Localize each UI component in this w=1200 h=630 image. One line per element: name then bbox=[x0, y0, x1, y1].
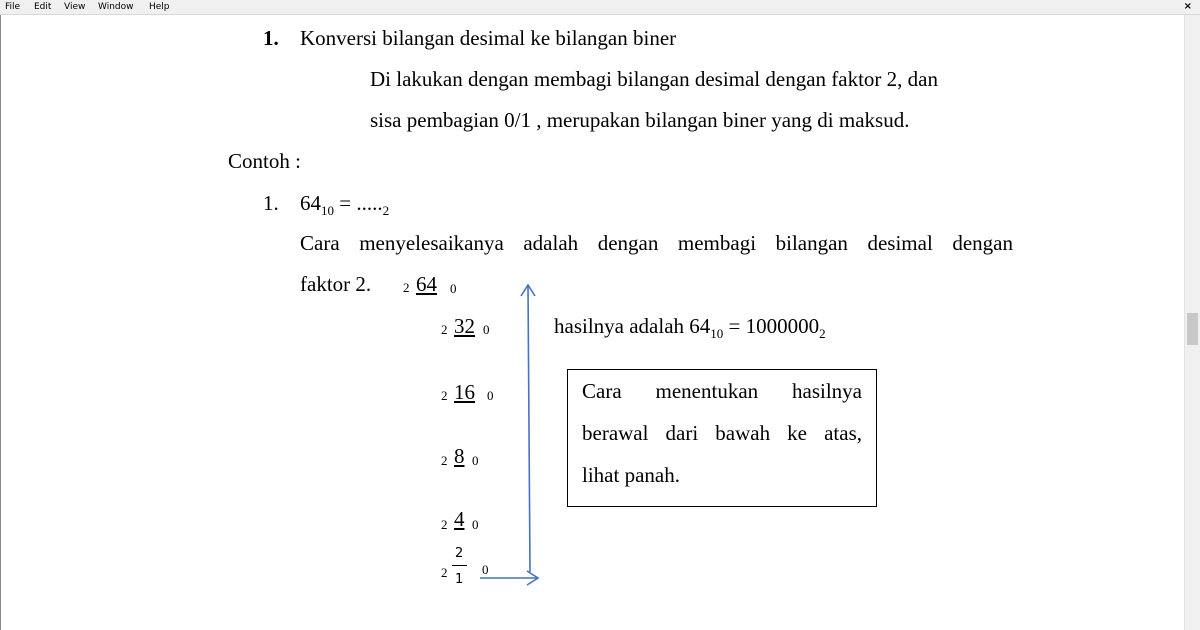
quotient-4: 8 bbox=[454, 444, 465, 468]
description-line-2: sisa pembagian 0/1 , merupakan bilangan biner yang di maksud. bbox=[370, 108, 910, 132]
note-line-2: berawal dari bawah ke atas, bbox=[582, 421, 862, 445]
quotient-1: 64 bbox=[416, 272, 437, 296]
contoh-label: Contoh : bbox=[228, 149, 301, 173]
divisor-2: 2 bbox=[441, 322, 448, 337]
remainder-4: 0 bbox=[472, 453, 479, 468]
note-box bbox=[567, 369, 877, 507]
up-arrow-line bbox=[528, 286, 530, 572]
cara-line-2: faktor 2. bbox=[300, 272, 372, 296]
menu-window[interactable]: Window bbox=[98, 2, 134, 12]
note-line-3: lihat panah. bbox=[582, 463, 680, 487]
cara-line-1: Cara menyelesaikanya adalah dengan membagi bilangan desimal dengan bbox=[300, 231, 1013, 255]
item1-title: Konversi bilangan desimal ke bilangan biner bbox=[300, 26, 677, 50]
remainder-2: 0 bbox=[483, 322, 490, 337]
close-icon[interactable]: × bbox=[1183, 1, 1192, 12]
divisor-1: 2 bbox=[403, 280, 410, 295]
menu-bar bbox=[0, 0, 1200, 15]
menu-file[interactable]: File bbox=[5, 2, 21, 12]
quotient-5: 4 bbox=[454, 507, 465, 531]
last-quotient: 1 bbox=[455, 572, 464, 587]
menu-view[interactable]: View bbox=[64, 2, 86, 12]
description-line-1: Di lakukan dengan membagi bilangan desimal dengan faktor 2, dan bbox=[370, 67, 938, 91]
example-number: 1. bbox=[263, 191, 279, 215]
divisor-4: 2 bbox=[441, 453, 448, 468]
vertical-scrollbar[interactable] bbox=[1184, 15, 1200, 630]
remainder-5: 0 bbox=[472, 517, 479, 532]
quotient-2: 32 bbox=[454, 314, 475, 338]
quotient-3: 16 bbox=[454, 380, 475, 404]
note-line-1: Cara menentukan hasilnya bbox=[582, 379, 862, 403]
divisor-3: 2 bbox=[441, 388, 448, 403]
arrow-diagram bbox=[470, 278, 550, 590]
item1-number: 1. bbox=[263, 26, 279, 50]
remainder-6: 0 bbox=[482, 562, 489, 577]
remainder-3: 0 bbox=[487, 388, 494, 403]
menu-help[interactable]: Help bbox=[149, 2, 170, 12]
quotient-6: 2 bbox=[455, 546, 464, 561]
scrollbar-thumb[interactable] bbox=[1187, 313, 1198, 345]
example-expression: $64_{10} = ....._2$ bbox=[300, 191, 390, 219]
remainder-1: 0 bbox=[450, 281, 457, 296]
divisor-5: 2 bbox=[441, 517, 448, 532]
fraction-bar bbox=[452, 565, 467, 566]
result-text: hasilnya adalah $64_{10} = 1000000_2$ bbox=[554, 314, 826, 342]
menu-edit[interactable]: Edit bbox=[34, 2, 52, 12]
divisor-6: 2 bbox=[441, 565, 448, 580]
